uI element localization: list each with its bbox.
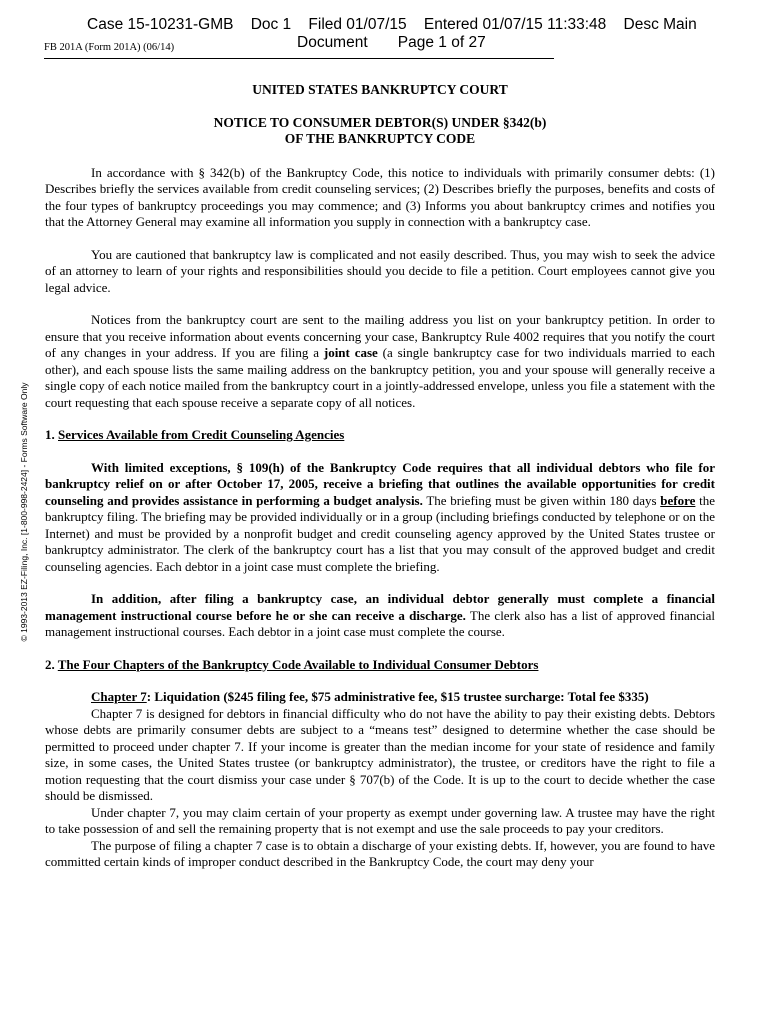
chapter-7-paragraph-2: Under chapter 7, you may claim certain of your property as exempt under governing law. A trustee may have the right to take possession of and sell the remaining property that is not exempt and use the sale proceeds to pay your creditors. bbox=[45, 804, 715, 836]
software-credit-text: © 1993-2013 EZ-Filing, Inc. [1-800-998-2424] - Forms Software Only bbox=[19, 382, 29, 642]
s1-p1-text-a: The briefing must be given within 180 days bbox=[422, 492, 661, 508]
briefing-requirement-text: With limited exceptions, § 109(h) of the Bankruptcy Code requires that all individual debtors who file for bankruptcy relief on or after October 17, 2005, receive a briefing that outlines the available opportunities for credit counseling and provides assistance in performing a budget analysis. bbox=[45, 459, 715, 508]
case-filing-line: Case 15-10231-GMB Doc 1 Filed 01/07/15 Entered 01/07/15 11:33:48 Desc Main bbox=[87, 16, 697, 33]
header-rule bbox=[44, 58, 554, 59]
section-1-paragraph-1 bbox=[45, 460, 715, 576]
section-2-title: The Four Chapters of the Bankruptcy Code Available to Individual Consumer Debtors bbox=[57, 656, 539, 672]
chapter-7-heading bbox=[45, 689, 715, 706]
course-requirement-text: In addition, after filing a bankruptcy case, an individual debtor generally must complete a financial management instructional course before he or she can receive a discharge. bbox=[45, 591, 715, 623]
chapter-7-title: : Liquidation ($245 filing fee, $75 administrative fee, $15 trustee surcharge: Total fee $335) bbox=[146, 689, 649, 704]
chapter-7-paragraph-3: The purpose of filing a chapter 7 case is to obtain a discharge of your existing debts. If, however, you are found to have committed certain kinds of improper conduct described in the Bankruptcy Code, the court may deny your bbox=[45, 837, 715, 869]
notice-title bbox=[45, 115, 715, 147]
court-title: UNITED STATES BANKRUPTCY COURT bbox=[252, 82, 508, 97]
joint-case-term: joint case bbox=[323, 345, 378, 360]
intro-paragraph-1: In accordance with § 342(b) of the Bankruptcy Code, this notice to individuals with primarily consumer debts: (1) Describes briefly the services available from credit counseling services; (2) Describes briefly the purposes, benefits and costs of the four types of bankruptcy proceedings you may commence; and (3) Informs you about bankruptcy crimes and notifies you that the Attorney General may examine all information you supply in connection with a bankruptcy case. bbox=[45, 164, 715, 229]
chapter-7-paragraph-1: Chapter 7 is designed for debtors in financial difficulty who do not have the ability to pay their existing debts. Debtors whose debts are primarily consumer debts are subject to a “means test” designed to determine whether the case should be permitted to proceed under chapter 7. If your income is greater than the median income for your state of residence and family size, in some cases, the United States trustee (or bankruptcy administrator), the trustee, or creditors have the right to file a motion requesting that the court dismiss your case under § 707(b) of the Code. It is up to the court to decide whether the case should be dismissed. bbox=[45, 705, 715, 803]
section-1-number: 1. bbox=[45, 427, 55, 442]
intro-p3-text-a: Notices from the bankruptcy court are sent to the mailing address you list on your bankruptcy petition. In order to ensure that you receive information about events concerning your case, Bankruptcy Rule 4002 requires that you notify the court of any changes in your address. If you are filing a bbox=[45, 312, 715, 360]
intro-paragraph-3 bbox=[45, 312, 715, 411]
form-identifier: FB 201A (Form 201A) (06/14) bbox=[44, 42, 175, 53]
section-1-title: Services Available from Credit Counseling Agencies bbox=[58, 427, 345, 442]
section-2-number: 2. bbox=[45, 656, 55, 672]
chapter-7-label: Chapter 7 bbox=[91, 689, 147, 704]
section-1-paragraph-2 bbox=[45, 591, 715, 641]
notice-title-line-2: OF THE BANKRUPTCY CODE bbox=[284, 130, 476, 146]
notice-title-line-1: NOTICE TO CONSUMER DEBTOR(S) UNDER §342(b) bbox=[213, 114, 547, 130]
section-2-heading bbox=[45, 657, 715, 674]
s1-p2-text-a: The clerk also has a list of approved financial management instructional courses. Each debtor in a joint case must complete the course. bbox=[45, 607, 716, 639]
intro-paragraph-2: You are cautioned that bankruptcy law is complicated and not easily described. Thus, you may wish to seek the advice of an attorney to learn of your rights and responsibilities should you decide to file a petition. Court employees cannot give you legal advice. bbox=[45, 246, 715, 295]
before-term: before bbox=[660, 492, 696, 508]
s1-p1-text-b: the bankruptcy filing. The briefing may be provided individually or in a group (including briefings conducted by telephone or on the Internet) and must be provided by a nonprofit budget and credit counseling agency approved by the United States trustee or bankruptcy administrator. The clerk of the bankruptcy court has a list that you may consult of the approved budget and credit counseling agencies. Each debtor in a joint case must complete the briefing. bbox=[45, 492, 715, 574]
document-body bbox=[45, 82, 715, 871]
intro-p3-text-b: (a single bankruptcy case for two individuals married to each other), and each spouse lists the same mailing address on the bankruptcy petition, you and your spouse will generally receive a single copy of each notice mailed from the bankruptcy court in a jointly-addressed envelope, unless you file a statement with the court requesting that each spouse receive a separate copy of all notices. bbox=[45, 345, 716, 410]
document-page-line: Document Page 1 of 27 bbox=[297, 34, 486, 51]
section-1-heading bbox=[45, 427, 715, 444]
